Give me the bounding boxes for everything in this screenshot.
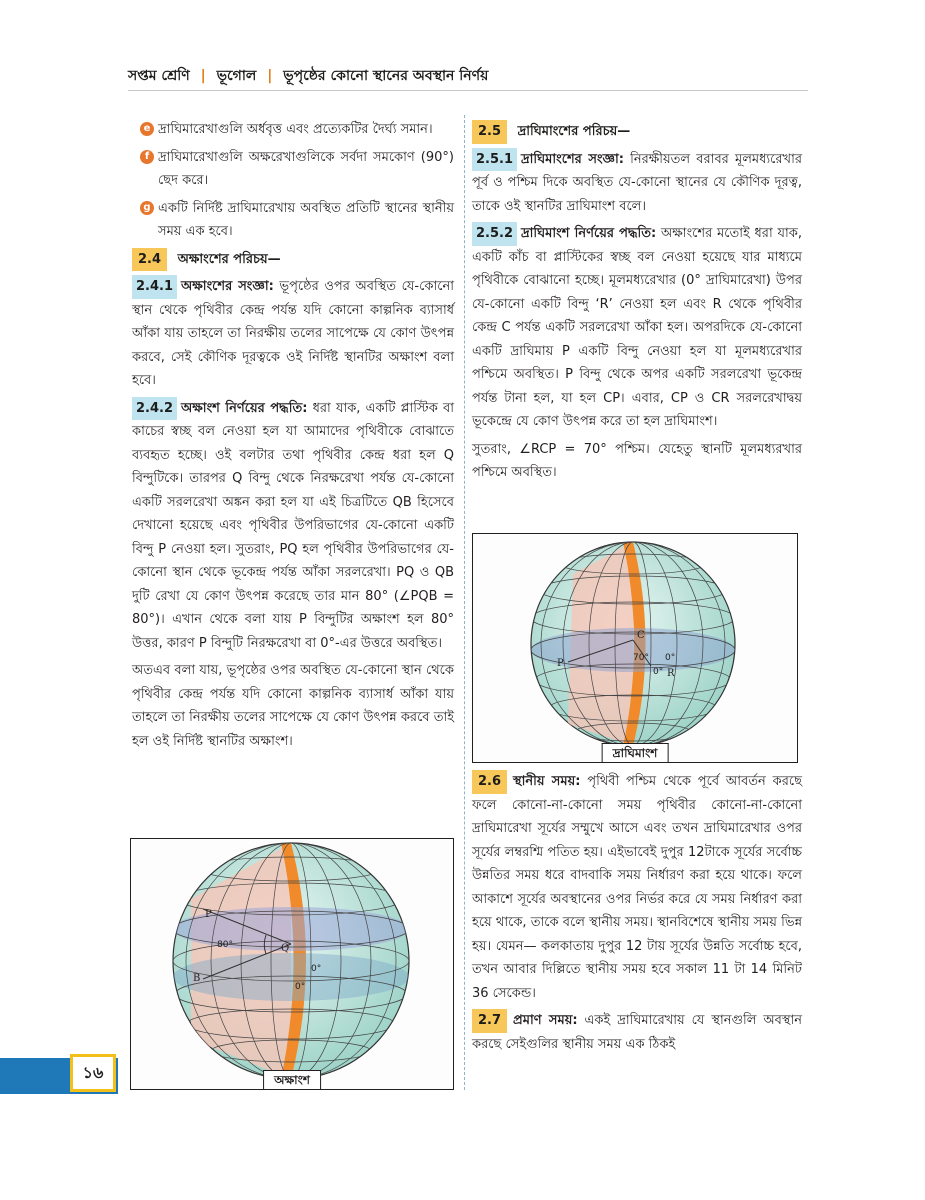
subsection-number: 2.4.1 (132, 275, 177, 299)
label-b: B (193, 973, 201, 984)
section-text: একই দ্রাঘিমারেখায় যে স্থানগুলি অবস্থান করছে সেইগুলির স্থানীয় সময় এক ঠিকই (472, 1013, 802, 1052)
label-equator-2: 0° (295, 982, 306, 992)
section-heading-2-4 (132, 248, 454, 272)
subsection-term: দ্রাঘিমাংশের সংজ্ঞা: (521, 151, 624, 167)
right-column-continued (472, 770, 802, 1060)
bullet-item (132, 146, 454, 193)
bullet-text: দ্রাঘিমারেখাগুলি অর্ধবৃত্ত এবং প্রত্যেকটির দৈর্ঘ্য সমান। (158, 122, 433, 137)
section-number: 2.6 (472, 770, 507, 794)
label-p: P (205, 909, 212, 920)
bullet-marker: e (140, 122, 154, 136)
latitude-globe-illustration (131, 839, 453, 1089)
subsection-text: ভূপৃষ্ঠের ওপর অবস্থিত যে-কোনো স্থান থেকে পৃথিবীর কেন্দ্র পর্যন্ত যদি কোনো কাল্পনিক ব্যাসার্ধ আঁকা যায় তাহলে তা নিরক্ষীয় তলের সাপেক্ষে যে কোণ উৎপন্ন করবে, সেই কৌণিক দূরত্বকে ওই নির্দিষ্ট স্থানটির অক্ষাংশ বলা হবে। (132, 279, 454, 388)
header-subject: ভূগোল (216, 68, 257, 84)
subsection-2-5-1 (472, 148, 802, 219)
section-2-6 (472, 770, 802, 1005)
bullet-text: একটি নির্দিষ্ট দ্রাঘিমারেখায় অবস্থিত প্রতিটি স্থানের স্থানীয় সময় এক হবে। (158, 200, 454, 239)
label-c: C (637, 630, 645, 641)
subsection-term: দ্রাঘিমাংশ নির্ণয়ের পদ্ধতি: (521, 226, 657, 241)
label-zero-2: 0° (653, 667, 664, 677)
latitude-figure (130, 838, 454, 1090)
header-separator: | (200, 68, 206, 84)
left-column (132, 118, 454, 757)
bullet-item (132, 197, 454, 244)
header-rule (128, 90, 808, 91)
subsection-text: ধরা যাক, একটি প্লাস্টিক বা কাচের স্বচ্ছ বল নেওয়া হল যা আমাদের পৃথিবীকে বোঝাতে ব্যবহৃত হচ্ছে। ওই বলটার তথা পৃথিবীর কেন্দ্র ধরা হল Q বিন্দুটিকে। তারপর Q বিন্দু থেকে নিরক্ষরেখা পর্যন্ত যে-কোনো একটি সরলরেখা অঙ্কন করা হল যা এই চিত্রটিতে QB হিসেবে দেখানো হয়েছে এবং পৃথিবীর উপরিভাগের যে-কোনো একটি বিন্দু P নেওয়া হল। সুতরাং, PQ হল পৃথিবীর উপরিভাগের যে-কোনো স্থান থেকে ভূকেন্দ্র পর্যন্ত আঁকা সরলরেখা। PQ ও QB দুটি রেখা যে কোণ উৎপন্ন করেছে তার মান 80° (∠PQB = 80°)। এখান থেকে বলা যায় P বিন্দুটির অক্ষাংশ হল 80° উত্তর, কারণ P বিন্দুটি নিরক্ষরেখা বা 0°-এর উত্তরে অবস্থিত। (132, 400, 455, 651)
subsection-number: 2.5.2 (472, 222, 517, 246)
subsection-text: নিরক্ষীয়তল বরাবর মূলমধ্যরেখার পূর্ব ও পশ্চিম দিকে অবস্থিত যে-কোনো স্থানের যে কৌণিক দূরত্ব, তাকে ওই স্থানটির দ্রাঘিমাংশ বলে। (472, 151, 802, 214)
running-header (128, 64, 848, 88)
right-column (472, 118, 802, 489)
figure-caption: দ্রাঘিমাংশ (602, 743, 669, 762)
bullet-marker: g (140, 201, 154, 215)
section-text: পৃথিবী পশ্চিম থেকে পূর্বে আবর্তন করছে ফলে কোনো-না-কোনো সময় পৃথিবীর কোনো-না-কোনো দ্রাঘিমারেখা সূর্যের সম্মুখে আসে এবং তখন দ্রাঘিমারেখার ওপর সূর্যের লম্বরশ্মি পতিত হয়। এইভাবেই দুপুর 12টাকে সূর্যের সর্বোচ্চ উন্নতির সময় ধরে বাদবাকি সময় নির্ধারণ করা হয়ে থাকে। ফলে আকাশে সূর্যের অবস্থানের ওপর নির্ভর করে যে সময় নির্ধারণ করা হয়ে থাকে, তাকে বলে স্থানীয় সময়। স্থানবিশেষে স্থানীয় সময় ভিন্ন হয়। যেমন— কলকাতায় দুপুর 12 টায় সূর্যের উন্নতি সর্বোচ্চ হবে, তখন আবার দিল্লিতে স্থানীয় সময় হবে সকাল 11 টা 14 মিনিট 36 সেকেন্ড। (472, 774, 802, 1001)
summary-paragraph: অতএব বলা যায়, ভূপৃষ্ঠের ওপর অবস্থিত যে-কোনো স্থান থেকে পৃথিবীর কেন্দ্র পর্যন্ত যদি কোনো কাল্পনিক ব্যাসার্ধ আঁকা যায় তাহলে তা নিরক্ষীয় তলের সাপেক্ষে যে কোণ উৎপন্ন করবে তাই হল ওই নির্দিষ্ট স্থানটির অক্ষাংশ। (132, 663, 454, 749)
figure-caption: অক্ষাংশ (263, 1070, 321, 1089)
section-title: দ্রাঘিমাংশের পরিচয়— (517, 124, 631, 139)
section-2-7 (472, 1009, 802, 1056)
subsection-2-5-2 (472, 222, 802, 434)
subsection-text: অক্ষাংশের মতোই ধরা যাক, একটি কাঁচ বা প্লাস্টিকের স্বচ্ছ বল নেওয়া হয়েছে যার মাধ্যমে পৃথিবীকে বোঝানো হচ্ছে। মূলমধ্যরেখার (0° দ্রাঘিমারেখা) উপর যে-কোনো একটি বিন্দু ‘R’ নেওয়া হল এবং R থেকে পৃথিবীর কেন্দ্র C পর্যন্ত একটি সরলরেখা আঁকা হল। অপরদিকে যে-কোনো একটি দ্রাঘিমায় P একটি বিন্দু নেওয়া হল যা মূলমধ্যরেখার পশ্চিমে অবস্থিত। P বিন্দু থেকে অপর একটি সরলরেখা ভূকেন্দ্র পর্যন্ত টানা হল, যা হল CP। এবার, CP ও CR সরলরেখাদ্বয় ভূকেন্দ্রে যে কোণ উৎপন্ন করে তা হল দ্রাঘিমাংশ। (472, 226, 802, 429)
section-number: 2.5 (472, 120, 507, 144)
subsection-term: অক্ষাংশ নির্ণয়ের পদ্ধতি: (181, 400, 308, 416)
label-p: P (557, 658, 564, 669)
label-r: R (667, 668, 675, 679)
label-q: Q (281, 943, 290, 954)
bullet-item (132, 118, 454, 142)
subsection-number: 2.5.1 (472, 148, 517, 172)
section-title: অক্ষাংশের পরিচয়— (177, 251, 281, 267)
section-number: 2.7 (472, 1009, 507, 1033)
label-zero-1: 0° (665, 653, 676, 663)
header-chapter: ভূপৃষ্ঠের কোনো স্থানের অবস্থান নির্ণয় (283, 68, 489, 84)
label-angle: 80° (217, 940, 233, 950)
longitude-globe-illustration (473, 534, 797, 762)
page-number: ১৬ (70, 1054, 116, 1092)
subsection-2-4-1 (132, 275, 454, 393)
header-grade: সপ্তম শ্রেণি (128, 68, 190, 84)
longitude-figure (472, 533, 798, 763)
section-term: স্থানীয় সময়: (513, 774, 581, 789)
section-number: 2.4 (132, 248, 167, 272)
subsection-number: 2.4.2 (132, 397, 177, 421)
column-divider (464, 115, 465, 1090)
bullet-marker: f (140, 150, 154, 164)
subsection-2-4-2 (132, 397, 454, 656)
bullet-text: দ্রাঘিমারেখাগুলি অক্ষরেখাগুলিকে সর্বদা সমকোণ (90°) ছেদ করে। (158, 149, 454, 188)
section-heading-2-5 (472, 120, 802, 144)
section-term: প্রমাণ সময়: (513, 1013, 578, 1028)
conclusion-paragraph: সুতরাং, ∠RCP = 70° পশ্চিম। যেহেতু স্থানটি মূলমধ্যরখার পশ্চিমে অবস্থিত। (472, 441, 802, 480)
label-angle: 70° (633, 653, 649, 663)
subsection-term: অক্ষাংশের সংজ্ঞা: (181, 279, 274, 294)
header-separator: | (267, 68, 273, 84)
label-equator-1: 0° (311, 964, 322, 974)
